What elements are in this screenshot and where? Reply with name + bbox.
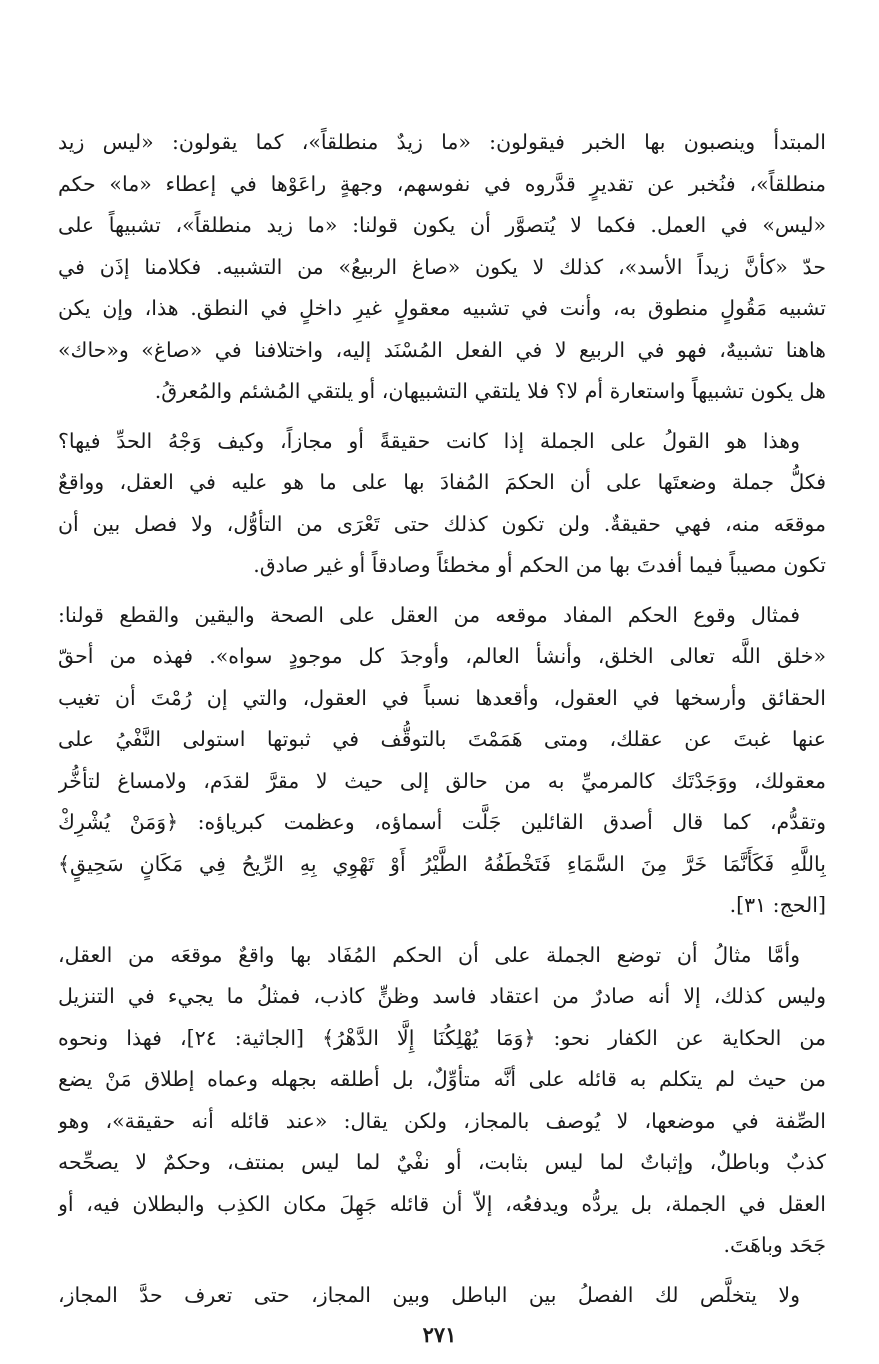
text-line: [الحج: ٣١]. [729, 893, 826, 917]
text-line: العقل في الجملة، بل يردُّه ويدفعُه، إلاّ أن قائله جَهِلَ مكان الكذِب والبطلان فيه، أو [58, 1191, 826, 1216]
quran-quote-line: بِاللَّهِ فَكَأَنَّمَا خَرَّ مِنَ السَّمَاءِ فَتَخْطَفُهُ الطَّيْرُ أَوْ تَهْوِي بِهِ الرِّيحُ فِي مَكَانٍ سَحِيقٍ﴾ [58, 851, 826, 876]
text-line: هل يكون تشبيهاً واستعارة أم لا؟ فلا يلتقي التشبيهان، أو يلتقي المُشئم والمُعرقُ. [154, 379, 826, 403]
text-line: موقعَه منه، فهي حقيقةٌ. ولن تكون كذلك حتى تَعْرَى من التأوُّل، ولا فصل بين أن [58, 511, 826, 536]
paragraph [58, 421, 826, 587]
text-line: من الحكاية عن الكفار نحو: ﴿وَمَا يُهْلِكُنَا إِلَّا الدَّهْرُ﴾ [الجاثية: ٢٤]، فهذا ونحوه [58, 1025, 826, 1050]
text-line: «خلق اللَّه تعالى الخلق، وأنشأ العالم، وأوجدَ كل موجودٍ سواه». فهذه من أحقّ [58, 644, 826, 668]
text-line: وليس كذلك، إلا أنه صادرٌ من اعتقاد فاسد وظنٍّ كاذب، فمثلُ ما يجيء في التنزيل [58, 984, 826, 1008]
text-line: «ليس» في العمل. فكما لا يُتصوَّر أن يكون قولنا: «ما زيد منطلقاً»، تشبيهاً على [58, 213, 826, 237]
text-line: تكون مصيباً فيما أفدتَ بها من الحكم أو مخطئاً وصادقاً أو غير صادق. [253, 553, 826, 577]
text-line: عنها غبتَ عن عقلك، ومتى هَمَمْتَ بالتوقُّف في ثبوتها استولى النَّفْيُ على [58, 727, 826, 751]
text-line: وتقدُّم، كما قال أصدق القائلين جَلَّت أسماؤه، وعظمت كبرياؤه: ﴿وَمَنْ يُشْرِكْ [58, 810, 826, 834]
text-line: ولا يتخلَّص لك الفصلُ بين الباطل وبين المجاز، حتى تعرف حدَّ المجاز، [58, 1282, 800, 1307]
text-line: معقولك، ووَجَدْتَك كالمرميِّ به من حالق إلى حيث لا مقرَّ لقدَم، ولامساغ لتأخُّر [58, 768, 826, 793]
text-line: فكلُّ جملة وضعتَها على أن الحكمَ المُفادَ بها على ما هو عليه في العقل، وواقعٌ [58, 470, 826, 494]
paragraph [58, 1275, 826, 1317]
text-line: كذبٌ وباطلٌ، وإثباتٌ لما ليس بثابت، أو نفْيٌ لما ليس بمنتف، وحكمٌ لا يصحِّحه [58, 1150, 826, 1174]
text-line: تشبيه مَقُولٍ منطوق به، وأنت في تشبيه معقولٍ غيرِ داخلٍ في النطق. هذا، وإن يكن [58, 296, 826, 320]
text-line: فمثال وقوع الحكم المفاد موقعه من العقل على الصحة واليقين والقطع قولنا: [58, 602, 800, 627]
body-text [58, 122, 826, 1324]
text-line: الصِّفة في موضعها، لا يُوصف بالمجاز، ولكن يقال: «عند قائله أنه حقيقة»، وهو [58, 1108, 826, 1133]
text-line: وأمَّا مثالُ أن توضع الجملة على أن الحكم المُفَاد بها واقعٌ موقعَه من العقل، [58, 942, 800, 967]
paragraph [58, 122, 826, 413]
text-line: وهذا هو القولُ على الجملة إذا كانت حقيقةً أو مجازاً، وكيف وَجْهُ الحدِّ فيها؟ [58, 428, 800, 453]
text-line: المبتدأ وينصبون بها الخبر فيقولون: «ما زيدٌ منطلقاً»، كما يقولون: «ليس زيد [58, 130, 826, 154]
text-line: منطلقاً»، فنُخبر عن تقديرٍ قدَّروه في نفوسهم، وجهةٍ راعَوْها في إعطاء «ما» حكم [58, 171, 826, 196]
text-line: من حيث لم يتكلم به قائله على أنَّه متأوِّلٌ، بل أطلقه بجهله وعماه إطلاق مَنْ يضع [58, 1067, 826, 1091]
text-line: هاهنا تشبيهٌ، فهو في الربيع لا في الفعل المُسْنَد إليه، واختلافنا في «صاغ» و«حاك» [58, 337, 826, 362]
text-line: حدّ «كأنَّ زيداً الأسد»، كذلك لا يكون «صاغ الربيعُ» من التشبيه. فكلامنا إذَن في [58, 254, 826, 279]
paragraph [58, 595, 826, 927]
text-line: جَحَد وباهَتَ. [723, 1233, 826, 1257]
page-number: ٢٧١ [422, 1322, 457, 1347]
paragraph [58, 935, 826, 1267]
text-line: الحقائق وأرسخها في العقول، وأقعدها نسباً في العقول، والتي إن رُمْتَ أن تغيب [58, 685, 826, 710]
